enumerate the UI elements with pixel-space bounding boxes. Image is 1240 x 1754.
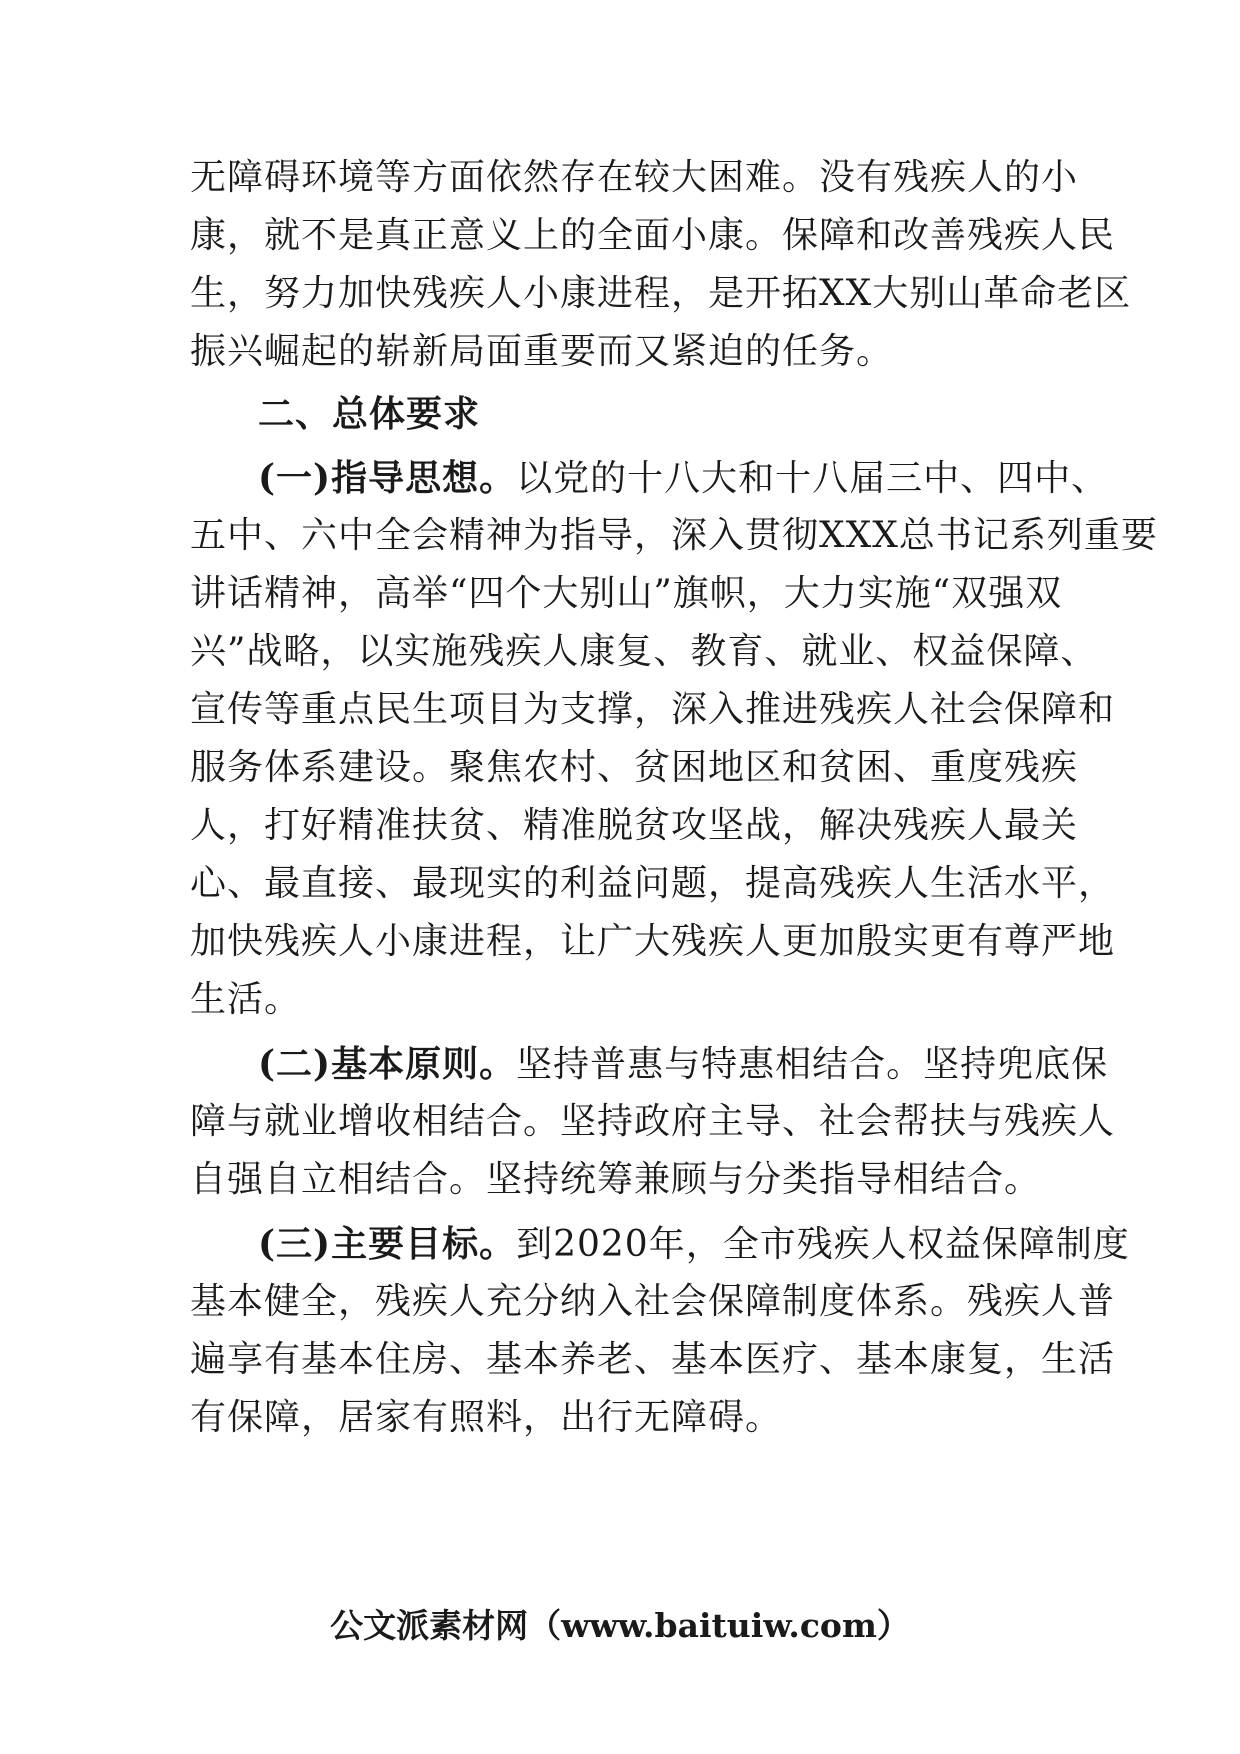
paragraph-text: 坚持普惠与特惠相结合。坚持兜底保 [516, 1044, 1109, 1085]
paragraph-line: 五中、六中全会精神为指导，深入贯彻XXX总书记系列重要 [190, 515, 1158, 556]
subsection-title: (一)指导思想。 [258, 457, 517, 499]
footer-source: 公文派素材网（www.baituiw.com） [330, 1606, 910, 1645]
paragraph-line: 遍享有基本住房、基本养老、基本医疗、基本康复，生活 [190, 1339, 1116, 1380]
paragraph-line: 人，打好精准扶贫、精准脱贫攻坚战，解决残疾人最关 [190, 805, 1079, 846]
paragraph-line: 自强自立相结合。坚持统筹兼顾与分类指导相结合。 [190, 1159, 1042, 1200]
paragraph-line: 生，努力加快残疾人小康进程，是开拓XX大别山革命老区 [190, 273, 1132, 314]
paragraph-line: 加快残疾人小康进程，让广大残疾人更加殷实更有尊严地 [190, 921, 1116, 962]
paragraph-line: 基本健全，残疾人充分纳入社会保障制度体系。残疾人普 [190, 1281, 1116, 1322]
paragraph-line: 服务体系建设。聚焦农村、贫困地区和贫困、重度残疾 [190, 747, 1079, 788]
paragraph-line [258, 1222, 1130, 1267]
paragraph-line: 兴”战略，以实施残疾人康复、教育、就业、权益保障、 [190, 631, 1098, 672]
subsection-title: (三)主要目标。 [258, 1223, 517, 1265]
paragraph-text: 到2020年，全市残疾人权益保障制度 [516, 1224, 1130, 1265]
paragraph-line: 讲话精神，高举“四个大别山”旗帜，大力实施“双强双 [190, 573, 1063, 614]
paragraph-line: 障与就业增收相结合。坚持政府主导、社会帮扶与残疾人 [190, 1101, 1116, 1142]
paragraph-line: 振兴崛起的崭新局面重要而又紧迫的任务。 [190, 331, 894, 372]
paragraph-line [258, 456, 1108, 501]
paragraph-line: 康，就不是真正意义上的全面小康。保障和改善残疾人民 [190, 215, 1116, 256]
paragraph-text: 以党的十八大和十八届三中、四中、 [516, 458, 1109, 499]
subsection-title: (二)基本原则。 [258, 1043, 517, 1085]
paragraph-line: 宣传等重点民生项目为支撑，深入推进残疾人社会保障和 [190, 689, 1116, 730]
paragraph-line: 无障碍环境等方面依然存在较大困难。没有残疾人的小 [190, 157, 1079, 198]
paragraph-line [258, 1042, 1108, 1087]
paragraph-line: 生活。 [190, 979, 302, 1020]
section-heading: 二、总体要求 [258, 393, 481, 435]
paragraph-line: 心、最直接、最现实的利益问题，提高残疾人生活水平， [190, 863, 1116, 904]
paragraph-line: 有保障，居家有照料，出行无障碍。 [190, 1397, 783, 1438]
